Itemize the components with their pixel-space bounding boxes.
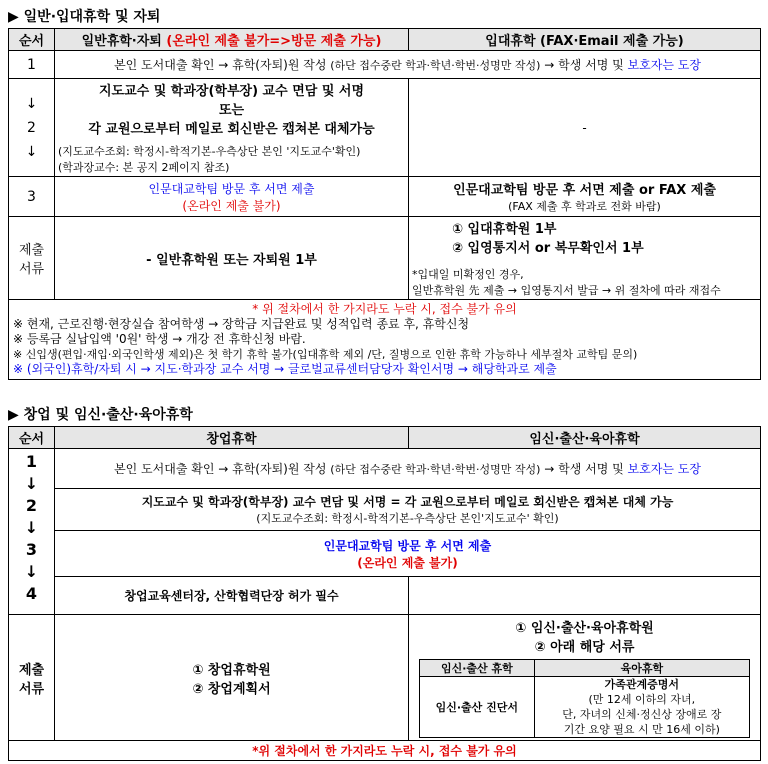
footer-warning: *위 절차에서 한 가지라도 누락 시, 접수 불가 유의 [9,741,761,761]
note-3: ※ 신입생(편입·재입·외국인학생 제외)은 첫 학기 휴학 불가(입대휴학 제외 /단, 질병으로 인한 휴학 가능하나 세부절차 교학팀 문의) [13,348,638,361]
step-numbers: 1 ↓ 2 ↓ 3 ↓ 4 [9,449,55,615]
docs-parent: ① 임신·출산·육아휴학원 ② 아래 해당 서류 임신·출산 휴학 육아휴학 임신·출산 진단서 가족관계증명서 (만 12세 이하의 자녀, 단, 자녀의 신체·정신상 장애로 장 기간 요양 필요 시 만 16세 이하) [409,615,761,741]
docs-label: 제출 서류 [9,217,55,300]
step3-text-2: 인문대교학팀 방문 후 서면 제출 (온라인 제출 불가) [55,531,761,577]
inner-header-pregnancy: 임신·출산 휴학 [420,660,535,677]
step3-general: 인문대교학팀 방문 후 서면 제출 (온라인 제출 불가) [55,177,409,217]
note-4: ※ (외국인)휴학/자퇴 시 → 지도·학과장 교수 서명 → 글로벌교류센터담당자 확인서명 → 해당학과로 제출 [13,362,557,376]
header-military-leave: 입대휴학 (FAX·Email 제출 가능) [409,29,761,51]
docs-military: ① 입대휴학원 1부 ② 입영통지서 or 복무확인서 1부 *입대일 미확정인 경우, 일반휴학원 先 제출 → 입영통지서 발급 → 위 절차에 따라 재접수 [409,217,761,300]
step-number-2: ↓ 2 ↓ [9,79,55,177]
note-warning: * 위 절차에서 한 가지라도 누락 시, 접수 불가 유의 [252,302,517,316]
step2-text-2: 지도교수 및 학과장(학부장) 교수 면담 및 서명 = 각 교원으로부터 메일로 회신받은 캡쳐본 대체 가능 (지도교수조회: 학정시-학적기본-우측상단 본인'지도교수' 확인) [55,489,761,531]
step4-startup: 창업교육센터장, 산학협력단장 허가 필수 [55,577,409,615]
step-number-1: 1 [9,51,55,79]
header-startup: 창업휴학 [55,427,409,449]
header-order-2: 순서 [9,427,55,449]
inner-cell-diagnosis: 임신·출산 진단서 [420,677,535,738]
section2-title: ▶ 창업 및 임신·출산·육아휴학 [8,407,193,423]
startup-parent-table [8,426,761,761]
header-order: 순서 [9,29,55,51]
section1-title: ▶ 일반·입대휴학 및 자퇴 [8,9,161,25]
step2-military: - [409,79,761,177]
inner-cell-family-cert: 가족관계증명서 (만 12세 이하의 자녀, 단, 자녀의 신체·정신상 장애로 장 기간 요양 필요 시 만 16세 이하) [534,677,749,738]
step-number-3: 3 [9,177,55,217]
notes-box [9,300,761,380]
inner-header-childcare: 육아휴학 [534,660,749,677]
step2-general: 지도교수 및 학과장(학부장) 교수 면담 및 서명 또는 각 교원으로부터 메일로 회신받은 캡쳐본 대체가능 (지도교수조회: 학정시-학적기본-우측상단 본인 '지도교수'확인) (학과장교수: 본 공지 2페이지 참조) [55,79,409,177]
step1-text: 본인 도서대출 확인 → 휴학(자퇴)원 작성 (하단 접수중란 학과·학년·학번·성명만 작성) → 학생 서명 및 보호자는 도장 [55,51,761,79]
step3-military: 인문대교학팀 방문 후 서면 제출 or FAX 제출 (FAX 제출 후 학과로 전화 바람) [409,177,761,217]
parent-docs-table [419,659,750,738]
docs-general: - 일반휴학원 또는 자퇴원 1부 [55,217,409,300]
general-military-table [8,28,761,380]
header-parent: 임신·출산·육아휴학 [409,427,761,449]
docs-startup: ① 창업휴학원 ② 창업계획서 [55,615,409,741]
note-2: ※ 등록금 실납입액 '0원' 학생 → 개강 전 휴학신청 바람. [13,332,306,346]
note-1: ※ 현재, 근로진행·현장실습 참여학생 → 장학금 지급완료 및 성적입력 종료 후, 휴학신청 [13,317,470,331]
docs-label-2: 제출 서류 [9,615,55,741]
header-general-leave: 일반휴학·자퇴 (온라인 제출 불가=>방문 제출 가능) [55,29,409,51]
step4-parent [409,577,761,615]
step1-text-2: 본인 도서대출 확인 → 휴학(자퇴)원 작성 (하단 접수중란 학과·학년·학번·성명만 작성) → 학생 서명 및 보호자는 도장 [55,449,761,489]
